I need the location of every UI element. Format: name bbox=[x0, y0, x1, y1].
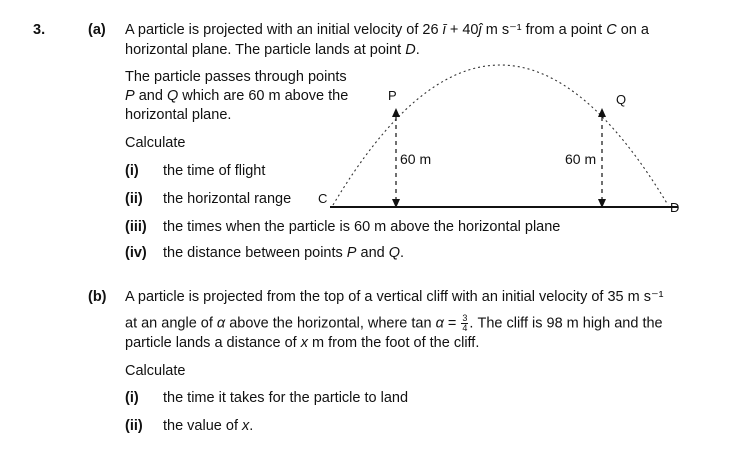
item-text: the time of flight bbox=[163, 163, 266, 179]
b-text: above the horizontal, where tan bbox=[229, 315, 432, 332]
arrow-up-p bbox=[392, 108, 400, 117]
diagram-label-d: D bbox=[670, 200, 680, 215]
fraction-denominator: 4 bbox=[462, 323, 468, 333]
intro-text: A particle is projected with an initial velocity of 26 bbox=[125, 22, 439, 38]
item-text: the time it takes for the particle to land bbox=[163, 390, 409, 406]
fraction-numerator: 3 bbox=[462, 313, 468, 323]
pass-text: which are 60 m above the bbox=[182, 88, 349, 104]
item-label: (iv) bbox=[125, 245, 147, 261]
item-label: (ii) bbox=[125, 191, 143, 207]
item-text-part: . bbox=[249, 418, 254, 434]
item-label: (ii) bbox=[125, 418, 143, 434]
part-a-label: (a) bbox=[88, 22, 106, 38]
b-text: . The cliff is 98 m high and the bbox=[469, 315, 663, 332]
point-q-ref: Q bbox=[166, 88, 179, 104]
calculate-label: Calculate bbox=[125, 135, 186, 151]
item-text: the horizontal range bbox=[163, 191, 292, 207]
point-q-ref: Q bbox=[388, 245, 401, 261]
height-label-right: 60 m bbox=[565, 151, 597, 167]
alpha-symbol: α bbox=[435, 315, 444, 332]
calculate-label-b: Calculate bbox=[125, 363, 186, 379]
pass-line3: horizontal plane. bbox=[125, 107, 232, 123]
equals-sign: = bbox=[447, 315, 457, 332]
item-text: the times when the particle is 60 m above the horizontal plane bbox=[163, 219, 561, 235]
pass-line1: The particle passes through points bbox=[125, 69, 347, 85]
part-a-intro-line1 bbox=[125, 22, 649, 39]
intro-text: from a point bbox=[525, 22, 603, 38]
b-text: at an angle of bbox=[125, 315, 213, 332]
point-d-ref: D bbox=[405, 42, 416, 58]
b-text: m from the foot of the cliff. bbox=[312, 335, 480, 351]
item-text bbox=[163, 245, 404, 262]
intro-text: horizontal plane. The particle lands at point bbox=[125, 42, 402, 58]
item-text-part: the distance between points bbox=[163, 245, 343, 261]
point-p-ref: P bbox=[125, 88, 135, 104]
item-label: (i) bbox=[125, 390, 139, 406]
point-p-ref: P bbox=[346, 245, 357, 261]
x-variable: x bbox=[242, 418, 250, 434]
part-b-label: (b) bbox=[88, 289, 107, 305]
trajectory-curve bbox=[333, 65, 668, 205]
j-vector: ĵ bbox=[478, 22, 482, 38]
part-b-line2 bbox=[125, 314, 663, 333]
plus-text: + 40 bbox=[449, 22, 479, 38]
x-variable: x bbox=[300, 335, 308, 351]
point-c-ref: C bbox=[606, 22, 617, 38]
diagram-label-p: P bbox=[388, 88, 397, 103]
item-text bbox=[163, 418, 253, 435]
diagram-label-q: Q bbox=[616, 92, 627, 107]
alpha-symbol: α bbox=[216, 315, 226, 332]
part-a-intro-line2 bbox=[125, 42, 420, 59]
item-text-part: and bbox=[360, 245, 385, 261]
pass-line2 bbox=[125, 88, 348, 105]
item-label: (i) bbox=[125, 163, 139, 179]
pass-text: and bbox=[138, 88, 163, 104]
item-label: (iii) bbox=[125, 219, 147, 235]
item-text-part: . bbox=[400, 245, 405, 261]
item-text-part: the value of bbox=[163, 418, 238, 434]
part-b-line3 bbox=[125, 335, 479, 352]
arrow-up-q bbox=[598, 108, 606, 117]
velocity-unit: m s⁻¹ bbox=[485, 22, 522, 38]
intro-text: . bbox=[415, 42, 420, 58]
diagram-label-c: C bbox=[318, 191, 328, 206]
part-b-line1: A particle is projected from the top of a vertical cliff with an initial velocity of 35 m s⁻¹ bbox=[125, 289, 664, 305]
height-label-left: 60 m bbox=[400, 151, 432, 167]
b-text: particle lands a distance of bbox=[125, 335, 297, 351]
i-vector: ī bbox=[442, 22, 446, 38]
intro-text: on a bbox=[620, 22, 649, 38]
question-number: 3. bbox=[33, 22, 46, 38]
fraction-three-quarters bbox=[461, 314, 468, 333]
